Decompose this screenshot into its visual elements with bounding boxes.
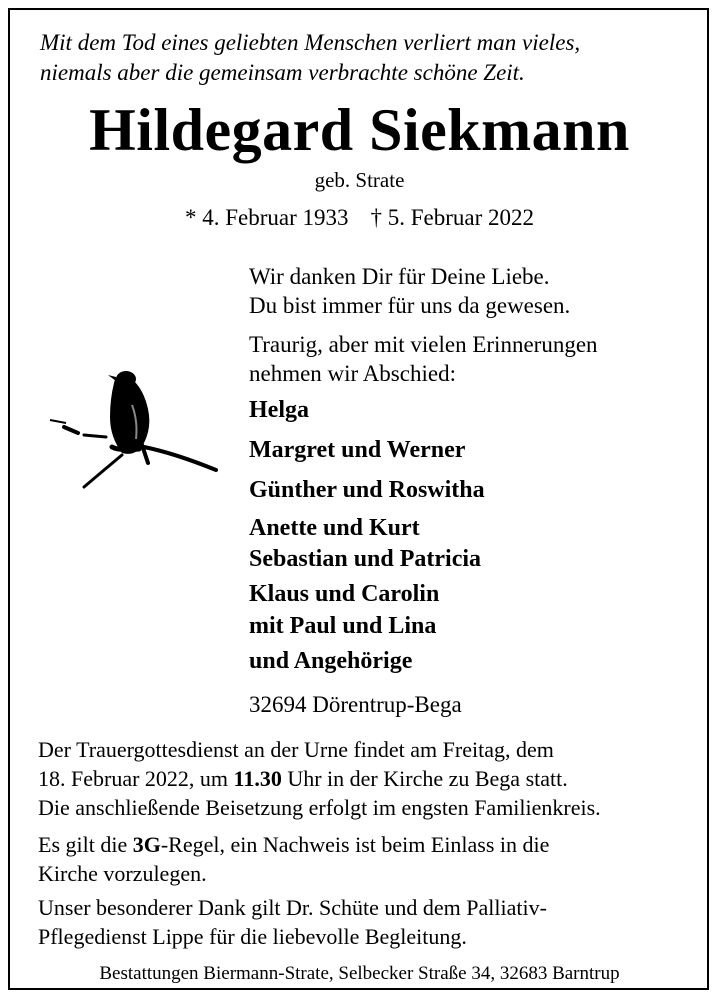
mourner-name: Margret und Werner xyxy=(249,437,466,463)
mourner-name: mit Paul und Lina xyxy=(249,613,437,639)
funeral-home: Bestattungen Biermann-Strate, Selbecker Straße 34, 32683 Barntrup xyxy=(99,963,620,984)
death-date: † 5. Februar 2022 xyxy=(370,205,535,230)
service-time: 11.30 xyxy=(233,766,282,791)
rule-line-1: Es gilt die 3G-Regel, ein Nachweis ist beim Einlass in die xyxy=(38,832,550,857)
service-line-3: Die anschließende Beisetzung erfolgt im engsten Familienkreis. xyxy=(38,795,601,820)
thanks-line-1: Wir danken Dir für Deine Liebe. xyxy=(249,264,550,289)
service-line-1: Der Trauergottesdienst an der Urne findet am Freitag, dem xyxy=(38,737,554,762)
mourner-name: Sebastian und Patricia xyxy=(249,546,482,572)
bird-on-branch-icon xyxy=(44,365,224,495)
mourner-name: Anette und Kurt xyxy=(249,515,420,541)
birth-name: geb. Strate xyxy=(314,168,405,192)
dank-line-1: Unser besonderer Dank gilt Dr. Schüte und dem Palliativ- xyxy=(38,895,547,920)
dank-line-2: Pflegedienst Lippe für die liebevolle Begleitung. xyxy=(38,924,467,949)
deceased-name: Hildegard Siekmann xyxy=(89,97,630,163)
mourner-name: Klaus und Carolin xyxy=(249,581,440,607)
thanks-line-2: Du bist immer für uns da gewesen. xyxy=(249,293,571,318)
covid-rule xyxy=(38,830,698,888)
farewell-line-2: nehmen wir Abschied: xyxy=(249,361,456,386)
thanks-text xyxy=(249,262,689,320)
mourner-name: Günther und Roswitha xyxy=(249,477,485,503)
service-line-2: 18. Februar 2022, um 11.30 Uhr in der Kirche zu Bega statt. xyxy=(38,766,568,791)
opening-quote xyxy=(40,28,700,88)
quote-line-1: Mit dem Tod eines geliebten Menschen verliert man vieles, xyxy=(40,30,581,55)
quote-line-2: niemals aber die gemeinsam verbrachte schöne Zeit. xyxy=(40,60,525,85)
birth-date: * 4. Februar 1933 xyxy=(184,205,349,230)
rule-line-2: Kirche vorzulegen. xyxy=(38,861,207,886)
mourner-name: Helga xyxy=(249,397,309,423)
farewell-line-1: Traurig, aber mit vielen Erinnerungen xyxy=(249,332,598,357)
location: 32694 Dörentrup-Bega xyxy=(249,692,462,717)
mourner-name: und Angehörige xyxy=(249,648,413,674)
life-dates xyxy=(0,203,719,233)
gratitude-note xyxy=(38,893,698,951)
farewell-text xyxy=(249,330,689,388)
rule-3g: 3G xyxy=(132,832,161,857)
service-info xyxy=(38,735,698,822)
